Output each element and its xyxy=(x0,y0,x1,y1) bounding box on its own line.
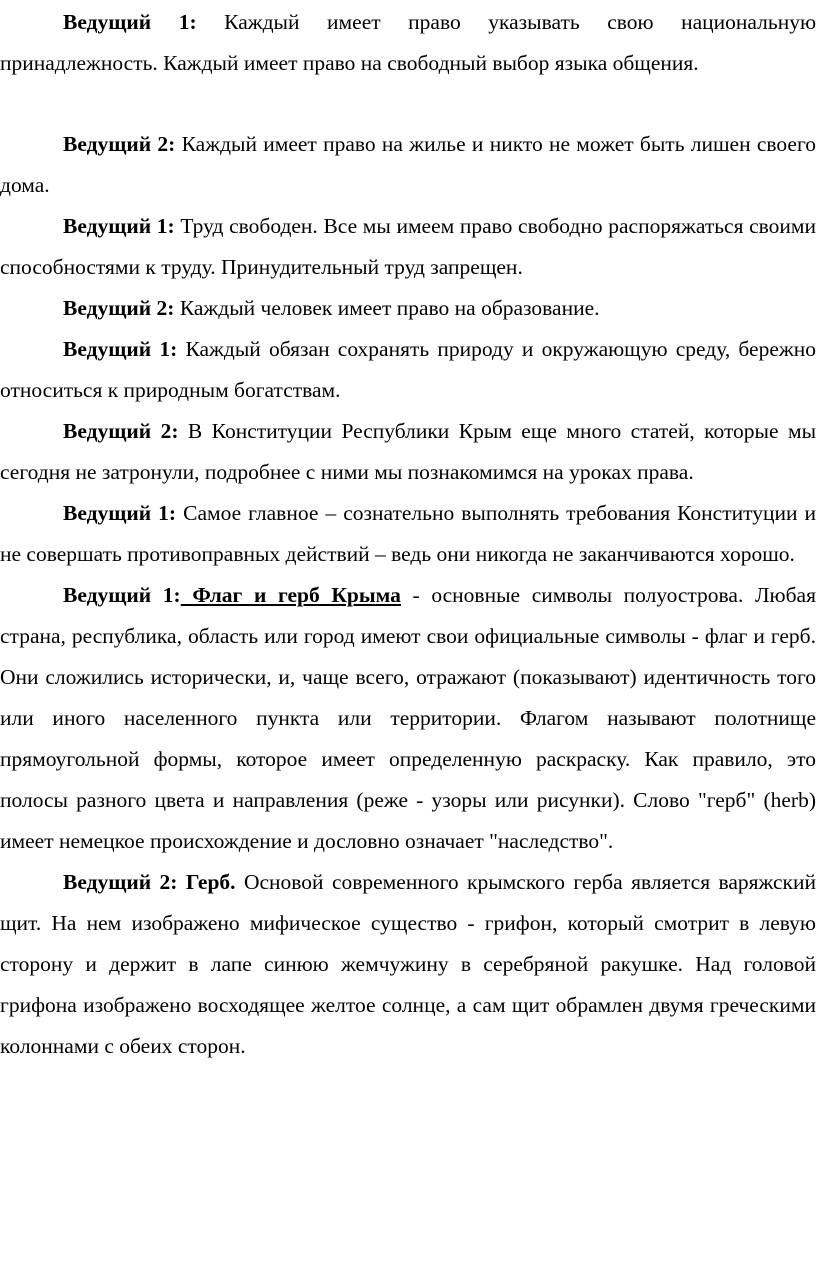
paragraph-text: Каждый имеет право на жилье и никто не может быть лишен своего дома. xyxy=(0,132,816,197)
topic-heading: Герб. xyxy=(177,870,236,894)
speaker-label: Ведущий 1: xyxy=(63,10,197,34)
topic-heading: Флаг и герб Крыма xyxy=(180,583,401,607)
speaker-label: Ведущий 1: xyxy=(63,501,177,525)
paragraph-4 xyxy=(0,288,816,329)
paragraph-3 xyxy=(0,206,816,288)
paragraph-8 xyxy=(0,575,816,862)
paragraph-text: В Конституции Республики Крым еще много статей, которые мы сегодня не затронули, подробнее с ними мы познакомимся на уроках права. xyxy=(0,419,816,484)
paragraph-text: Каждый имеет право указывать свою национальную принадлежность. Каждый имеет право на свободный выбор языка общения. xyxy=(0,10,816,75)
paragraph-text: Каждый человек имеет право на образование. xyxy=(174,296,600,320)
paragraph-1 xyxy=(0,2,816,84)
paragraph-2 xyxy=(0,124,816,206)
paragraph-text: Каждый обязан сохранять природу и окружающую среду, бережно относиться к природным богатствам. xyxy=(0,337,816,402)
speaker-label: Ведущий 2: xyxy=(63,132,176,156)
paragraph-text: - основные символы полуострова. Любая страна, республика, область или город имеют свои официальные символы - флаг и герб. Они сложились исторически, и, чаще всего, отражают (показывают) идентичность того или иного населенного пункта или территории. Флагом называют полотнище прямоугольной формы, которое имеет определенную раскраску. Как правило, это полосы разного цвета и направления (реже - узоры или рисунки). Слово "герб" (herb) имеет немецкое происхождение и дословно означает "наследство". xyxy=(0,583,816,853)
paragraph-6 xyxy=(0,411,816,493)
paragraph-5 xyxy=(0,329,816,411)
speaker-label: Ведущий 1: xyxy=(63,583,181,607)
paragraph-9 xyxy=(0,862,816,1067)
speaker-label: Ведущий 1: xyxy=(63,214,175,238)
speaker-label: Ведущий 2: xyxy=(63,870,178,894)
speaker-label: Ведущий 2: xyxy=(63,296,175,320)
paragraph-7 xyxy=(0,493,816,575)
speaker-label: Ведущий 2: xyxy=(63,419,179,443)
paragraph-text: Основой современного крымского герба является варяжский щит. На нем изображено мифическое существо - грифон, который смотрит в левую сторону и держит в лапе синюю жемчужину в серебряной ракушке. Над головой грифона изображено восходящее желтое солнце, а сам щит обрамлен двумя греческими колоннами с обеих сторон. xyxy=(0,870,816,1058)
speaker-label: Ведущий 1: xyxy=(63,337,178,361)
paragraph-text: Труд свободен. Все мы имеем право свободно распоряжаться своими способностями к труду. Принудительный труд запрещен. xyxy=(0,214,816,279)
paragraph-text: Самое главное – сознательно выполнять требования Конституции и не совершать противоправных действий – ведь они никогда не заканчиваются хорошо. xyxy=(0,501,816,566)
